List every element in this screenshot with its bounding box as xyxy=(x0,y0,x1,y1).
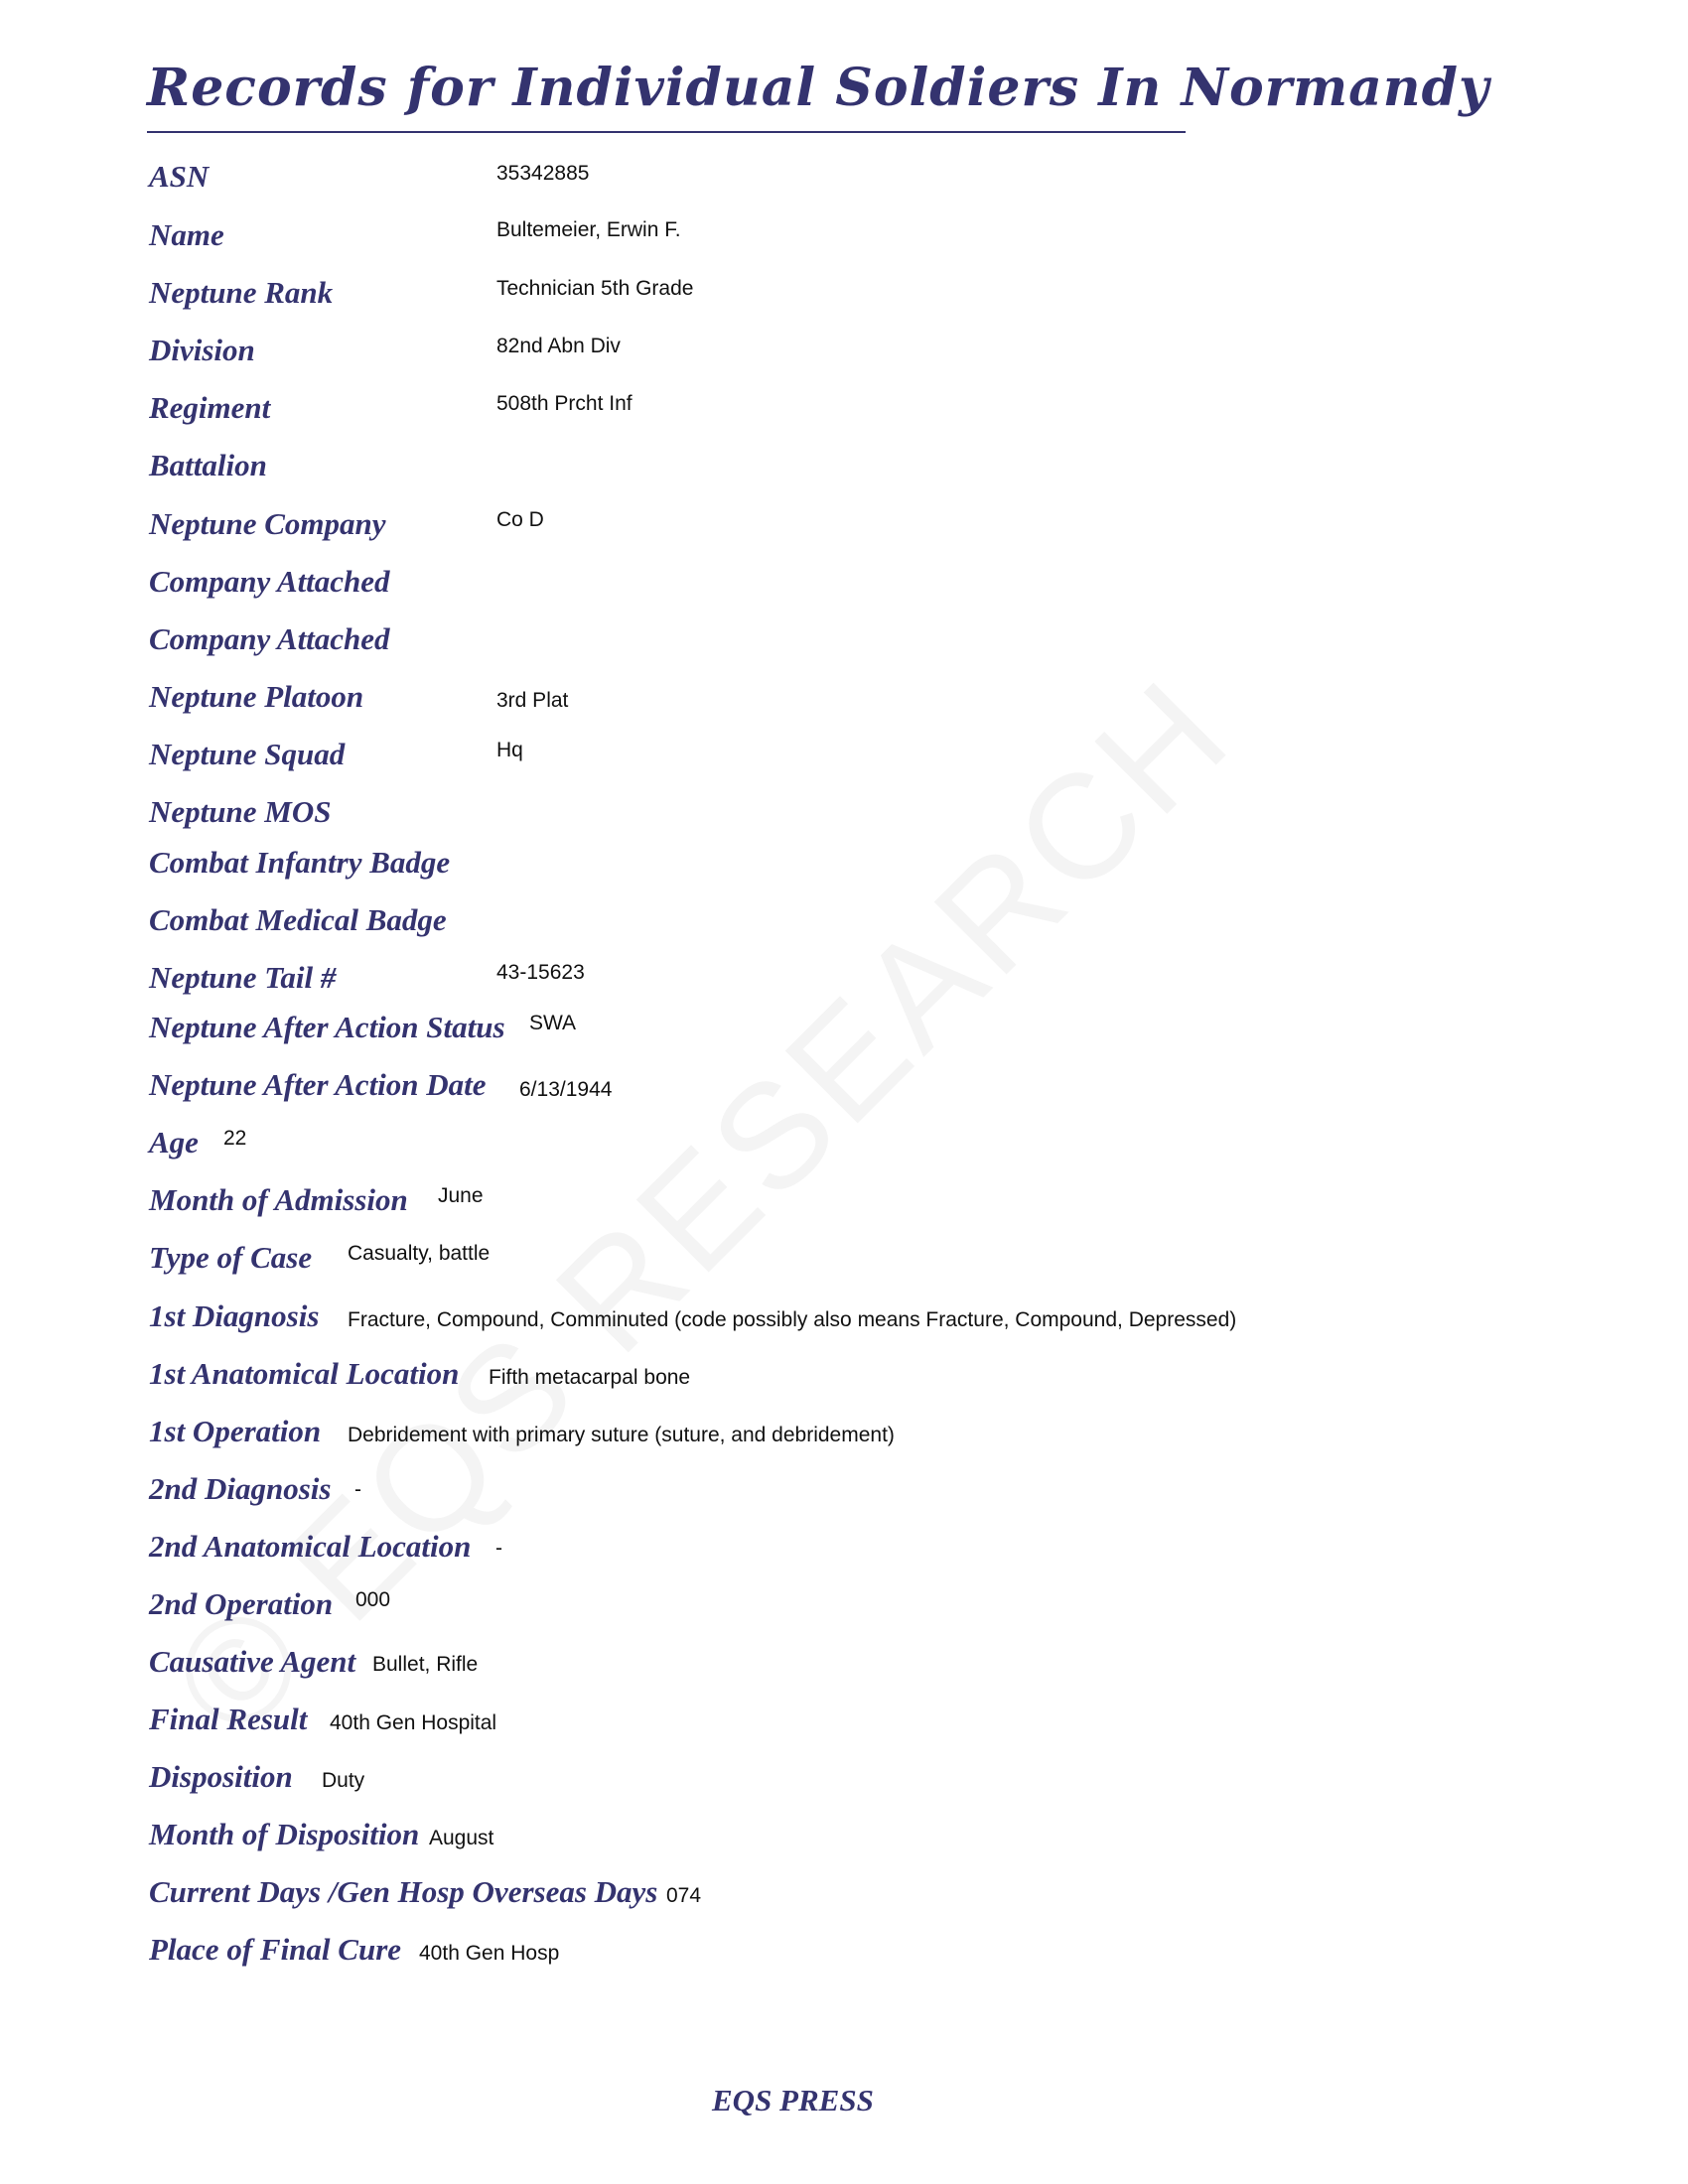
causative-agent-value: Bullet, Rifle xyxy=(372,1653,479,1676)
cmb-label: Combat Medical Badge xyxy=(149,902,447,937)
regiment-label: Regiment xyxy=(149,390,271,425)
disposition-value: Duty xyxy=(322,1769,365,1792)
after-action-status-label: Neptune After Action Status xyxy=(149,1010,505,1044)
month-disposition-label: Month of Disposition xyxy=(149,1817,420,1851)
after-action-status-value: SWA xyxy=(529,1012,577,1034)
current-days-label: Current Days /Gen Hosp Overseas Days xyxy=(149,1874,658,1909)
causative-agent-label: Causative Agent xyxy=(149,1644,356,1679)
anatomical-1-label: 1st Anatomical Location xyxy=(149,1356,460,1391)
anatomical-2-label: 2nd Anatomical Location xyxy=(149,1529,472,1564)
tail-label: Neptune Tail # xyxy=(149,960,337,995)
after-action-date-value: 6/13/1944 xyxy=(519,1078,613,1101)
footer-publisher: EQS PRESS xyxy=(712,2083,874,2117)
operation-1-value: Debridement with primary suture (suture, and debridement) xyxy=(348,1424,895,1446)
squad-label: Neptune Squad xyxy=(149,737,346,771)
disposition-label: Disposition xyxy=(149,1759,293,1794)
final-result-value: 40th Gen Hospital xyxy=(330,1711,497,1734)
battalion-label: Battalion xyxy=(149,448,267,482)
squad-value: Hq xyxy=(496,739,523,761)
month-admission-value: June xyxy=(438,1184,484,1207)
division-value: 82nd Abn Div xyxy=(496,335,621,357)
asn-label: ASN xyxy=(149,159,210,194)
anatomical-2-value: - xyxy=(495,1537,502,1560)
page-title: Records for Individual Soldiers In Normandy xyxy=(147,58,1490,118)
type-of-case-value: Casualty, battle xyxy=(348,1242,491,1265)
division-label: Division xyxy=(149,333,255,367)
diagnosis-2-value: - xyxy=(354,1478,361,1501)
diagnosis-1-label: 1st Diagnosis xyxy=(149,1298,320,1333)
tail-value: 43-15623 xyxy=(496,961,585,984)
type-of-case-label: Type of Case xyxy=(149,1240,313,1275)
age-value: 22 xyxy=(223,1127,247,1150)
final-result-label: Final Result xyxy=(149,1702,308,1736)
rank-label: Neptune Rank xyxy=(149,275,334,310)
company-value: Co D xyxy=(496,508,544,531)
after-action-date-label: Neptune After Action Date xyxy=(149,1067,487,1102)
regiment-value: 508th Prcht Inf xyxy=(496,392,633,415)
rank-value: Technician 5th Grade xyxy=(496,277,694,300)
diagnosis-1-value: Fracture, Compound, Comminuted (code possibly also means Fracture, Compound, Depressed) xyxy=(348,1308,1237,1331)
operation-2-value: 000 xyxy=(355,1588,391,1611)
operation-1-label: 1st Operation xyxy=(149,1414,322,1448)
current-days-value: 074 xyxy=(666,1884,702,1907)
diagnosis-2-label: 2nd Diagnosis xyxy=(149,1471,332,1506)
company-attached-1-label: Company Attached xyxy=(149,564,390,599)
asn-value: 35342885 xyxy=(496,162,590,185)
name-value: Bultemeier, Erwin F. xyxy=(496,218,681,241)
title-underline xyxy=(147,131,1186,133)
company-label: Neptune Company xyxy=(149,506,386,541)
month-admission-label: Month of Admission xyxy=(149,1182,408,1217)
place-final-cure-label: Place of Final Cure xyxy=(149,1932,402,1967)
age-label: Age xyxy=(149,1125,199,1160)
company-attached-2-label: Company Attached xyxy=(149,621,390,656)
platoon-value: 3rd Plat xyxy=(496,689,569,712)
mos-label: Neptune MOS xyxy=(149,794,332,829)
place-final-cure-value: 40th Gen Hosp xyxy=(419,1942,560,1965)
cib-label: Combat Infantry Badge xyxy=(149,845,451,880)
platoon-label: Neptune Platoon xyxy=(149,679,364,714)
anatomical-1-value: Fifth metacarpal bone xyxy=(489,1366,691,1389)
month-disposition-value: August xyxy=(429,1827,494,1849)
operation-2-label: 2nd Operation xyxy=(149,1586,334,1621)
name-label: Name xyxy=(149,217,224,252)
